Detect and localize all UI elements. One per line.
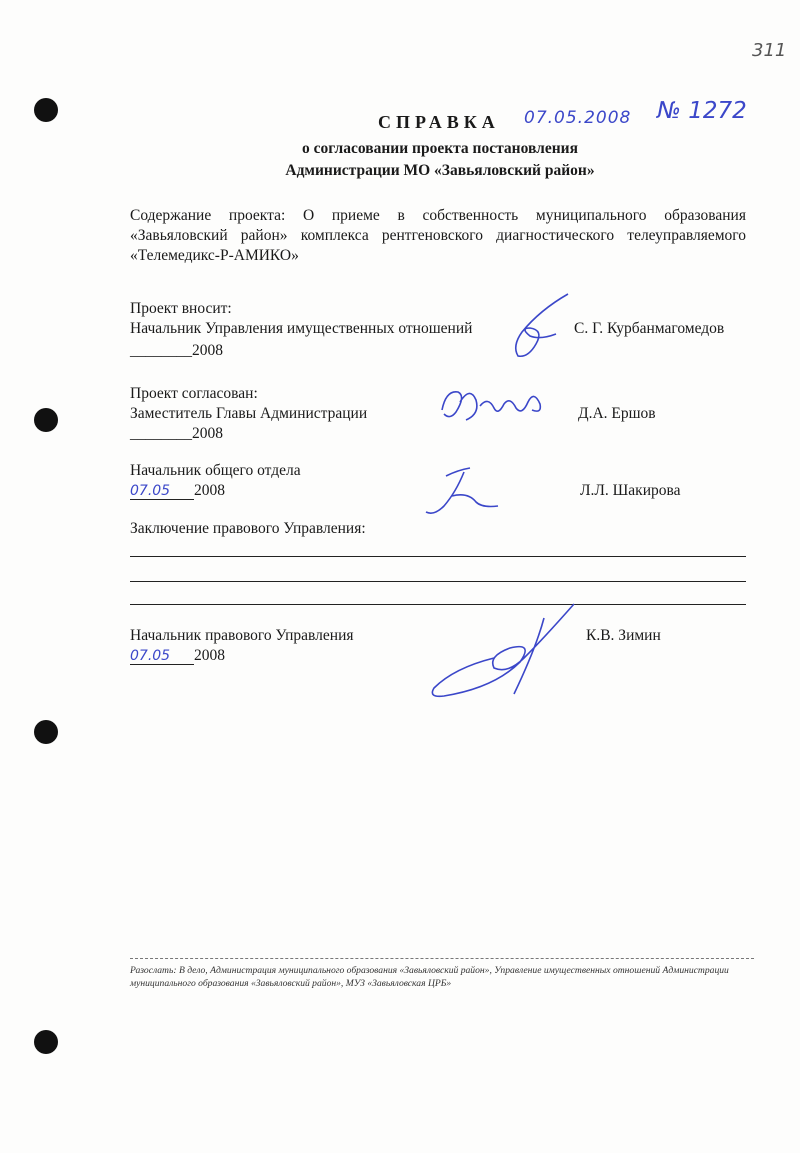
conclusion-line bbox=[130, 556, 746, 557]
year: 2008 bbox=[194, 482, 225, 499]
signature bbox=[424, 598, 594, 702]
conclusion-line bbox=[130, 581, 746, 582]
handwritten-date: 07.05 bbox=[130, 483, 194, 500]
legal-conclusion-label: Заключение правового Управления: bbox=[130, 520, 366, 537]
date-line bbox=[130, 482, 225, 500]
binder-hole bbox=[34, 720, 58, 744]
year: 2008 bbox=[192, 342, 223, 359]
handwritten-date: 07.05 bbox=[130, 648, 194, 665]
signatory-name: К.В. Зимин bbox=[586, 627, 661, 644]
registration-number: № 1272 bbox=[657, 98, 747, 124]
signature bbox=[436, 380, 556, 432]
signatory-name: Д.А. Ершов bbox=[578, 405, 656, 422]
signatory-name: Л.Л. Шакирова bbox=[580, 482, 681, 499]
date-blank: ________ bbox=[130, 342, 192, 359]
project-content: Содержание проекта: О приеме в собственность муниципального образования «Завьяловский район» комплекса рентгеновского диагностического телеуправляемого «Телемедикс-Р-АМИКО» bbox=[130, 207, 746, 264]
subtitle-line-1: о согласовании проекта постановления bbox=[302, 140, 578, 157]
registration-date: 07.05.2008 bbox=[524, 108, 632, 128]
position-title: Начальник правового Управления bbox=[130, 627, 354, 644]
footer-divider bbox=[130, 958, 754, 959]
position-title: Заместитель Главы Администрации bbox=[130, 405, 368, 422]
binder-hole bbox=[34, 408, 58, 432]
date-line bbox=[130, 342, 223, 360]
signature bbox=[416, 462, 506, 522]
date-blank: ________ bbox=[130, 425, 192, 442]
section-heading: Проект вносит: bbox=[130, 300, 232, 317]
binder-hole bbox=[34, 1030, 58, 1054]
position-title: Начальник общего отдела bbox=[130, 462, 301, 479]
position-title: Начальник Управления имущественных отношений bbox=[130, 320, 473, 337]
signatory-name: С. Г. Курбанмагомедов bbox=[574, 320, 725, 337]
distribution-list: Разослать: В дело, Администрация муниципального образования «Завьяловский район», Управление имущественных отношений Администрации муниципального образования «Завьяловский район», МУЗ «Завьяловская ЦРБ» bbox=[130, 965, 729, 989]
signature bbox=[500, 288, 580, 368]
binder-hole bbox=[34, 98, 58, 122]
page-mark: 311 bbox=[752, 40, 787, 61]
date-line bbox=[130, 647, 225, 665]
document-title: СПРАВКА bbox=[378, 112, 500, 132]
section-heading: Проект согласован: bbox=[130, 385, 258, 402]
year: 2008 bbox=[192, 425, 223, 442]
date-line bbox=[130, 425, 223, 443]
subtitle-line-2: Администрации МО «Завьяловский район» bbox=[285, 162, 595, 179]
year: 2008 bbox=[194, 647, 225, 664]
